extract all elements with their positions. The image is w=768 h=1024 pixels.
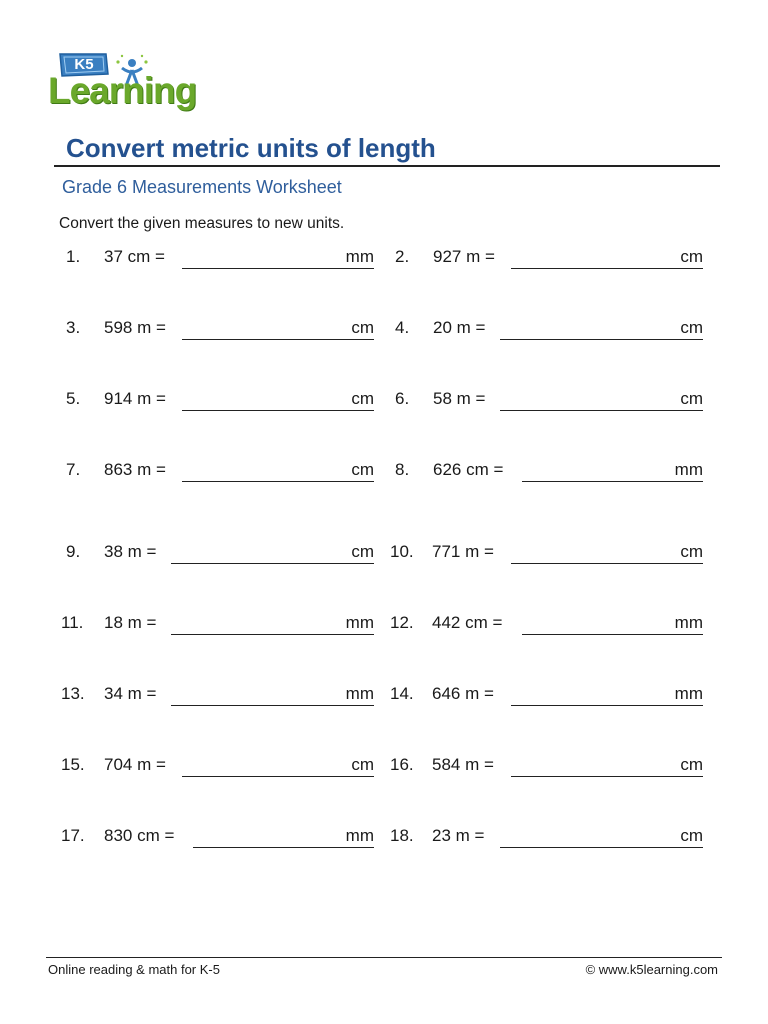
answer-blank[interactable] [182, 776, 374, 777]
problem-number: 8. [395, 460, 410, 479]
answer-blank[interactable] [511, 705, 703, 706]
problem-unit: mm [345, 613, 374, 632]
answer-blank[interactable] [500, 410, 703, 411]
problem-number: 17. [61, 826, 85, 845]
problem-number: 14. [390, 684, 414, 703]
problem-unit: mm [674, 684, 703, 703]
problem-expression: 914 m = [104, 389, 166, 408]
problem-expression: 58 m = [433, 389, 486, 408]
title-divider [54, 165, 720, 167]
problem-7 [66, 454, 374, 482]
problem-14 [390, 678, 703, 706]
problem-expression: 830 cm = [104, 826, 175, 845]
answer-blank[interactable] [171, 563, 374, 564]
problem-unit: cm [351, 318, 374, 337]
problem-12 [390, 607, 703, 635]
problem-unit: cm [351, 460, 374, 479]
problem-expression: 771 m = [432, 542, 494, 561]
problem-expression: 38 m = [104, 542, 157, 561]
problem-number: 6. [395, 389, 410, 408]
problem-unit: cm [680, 247, 703, 266]
problem-18 [390, 820, 703, 848]
answer-blank[interactable] [500, 339, 703, 340]
footer-divider [46, 957, 722, 958]
problem-unit: mm [674, 613, 703, 632]
problem-unit: cm [680, 318, 703, 337]
problem-number: 9. [66, 542, 81, 561]
footer-tagline: Online reading & math for K-5 [48, 962, 220, 977]
problem-expression: 863 m = [104, 460, 166, 479]
answer-blank[interactable] [171, 705, 374, 706]
problem-unit: cm [351, 755, 374, 774]
problem-unit: cm [680, 755, 703, 774]
problem-number: 10. [390, 542, 414, 561]
problem-1 [66, 241, 374, 269]
problem-number: 12. [390, 613, 414, 632]
problem-10 [390, 536, 703, 564]
problem-number: 5. [66, 389, 81, 408]
problem-number: 15. [61, 755, 85, 774]
answer-blank[interactable] [522, 634, 703, 635]
problem-unit: cm [680, 389, 703, 408]
problem-unit: mm [345, 247, 374, 266]
problem-11 [61, 607, 374, 635]
problem-expression: 37 cm = [104, 247, 165, 266]
problem-expression: 646 m = [432, 684, 494, 703]
problem-17 [61, 820, 374, 848]
problem-expression: 704 m = [104, 755, 166, 774]
problem-expression: 584 m = [432, 755, 494, 774]
problem-unit: mm [345, 826, 374, 845]
problem-number: 11. [61, 613, 84, 632]
problem-unit: cm [351, 542, 374, 561]
problem-16 [390, 749, 703, 777]
problem-unit: cm [351, 389, 374, 408]
problem-number: 18. [390, 826, 414, 845]
answer-blank[interactable] [511, 268, 703, 269]
problem-expression: 442 cm = [432, 613, 503, 632]
footer-website[interactable]: © www.k5learning.com [585, 962, 718, 977]
answer-blank[interactable] [500, 847, 703, 848]
problem-number: 16. [390, 755, 414, 774]
problem-number: 2. [395, 247, 410, 266]
problem-expression: 598 m = [104, 318, 166, 337]
problem-number: 3. [66, 318, 81, 337]
problem-expression: 23 m = [432, 826, 485, 845]
answer-blank[interactable] [182, 410, 374, 411]
problem-expression: 20 m = [433, 318, 486, 337]
problem-unit: cm [680, 542, 703, 561]
answer-blank[interactable] [171, 634, 374, 635]
answer-blank[interactable] [182, 481, 374, 482]
problem-9 [66, 536, 374, 564]
k5-learning-logo [46, 50, 196, 114]
problem-expression: 18 m = [104, 613, 157, 632]
instructions-text: Convert the given measures to new units. [59, 215, 345, 232]
answer-blank[interactable] [182, 268, 374, 269]
worksheet-subtitle: Grade 6 Measurements Worksheet [62, 177, 342, 197]
worksheet-title: Convert metric units of length [66, 133, 436, 163]
answer-blank[interactable] [193, 847, 374, 848]
answer-blank[interactable] [511, 776, 703, 777]
problem-number: 13. [61, 684, 85, 703]
problem-2 [395, 241, 703, 269]
problem-13 [61, 678, 374, 706]
problem-unit: mm [674, 460, 703, 479]
problem-number: 7. [66, 460, 81, 479]
logo-badge-text: K5 [74, 56, 94, 73]
problem-4 [395, 312, 703, 340]
logo-wordmark: Learning [48, 70, 197, 111]
problem-number: 4. [395, 318, 410, 337]
problem-number: 1. [66, 247, 81, 266]
problem-8 [395, 454, 703, 482]
answer-blank[interactable] [522, 481, 703, 482]
problem-expression: 34 m = [104, 684, 157, 703]
problem-unit: mm [345, 684, 374, 703]
problem-15 [61, 749, 374, 777]
problem-6 [395, 383, 703, 411]
problem-unit: cm [680, 826, 703, 845]
problem-5 [66, 383, 374, 411]
problem-expression: 626 cm = [433, 460, 504, 479]
answer-blank[interactable] [511, 563, 703, 564]
problem-3 [66, 312, 374, 340]
problem-expression: 927 m = [433, 247, 495, 266]
answer-blank[interactable] [182, 339, 374, 340]
